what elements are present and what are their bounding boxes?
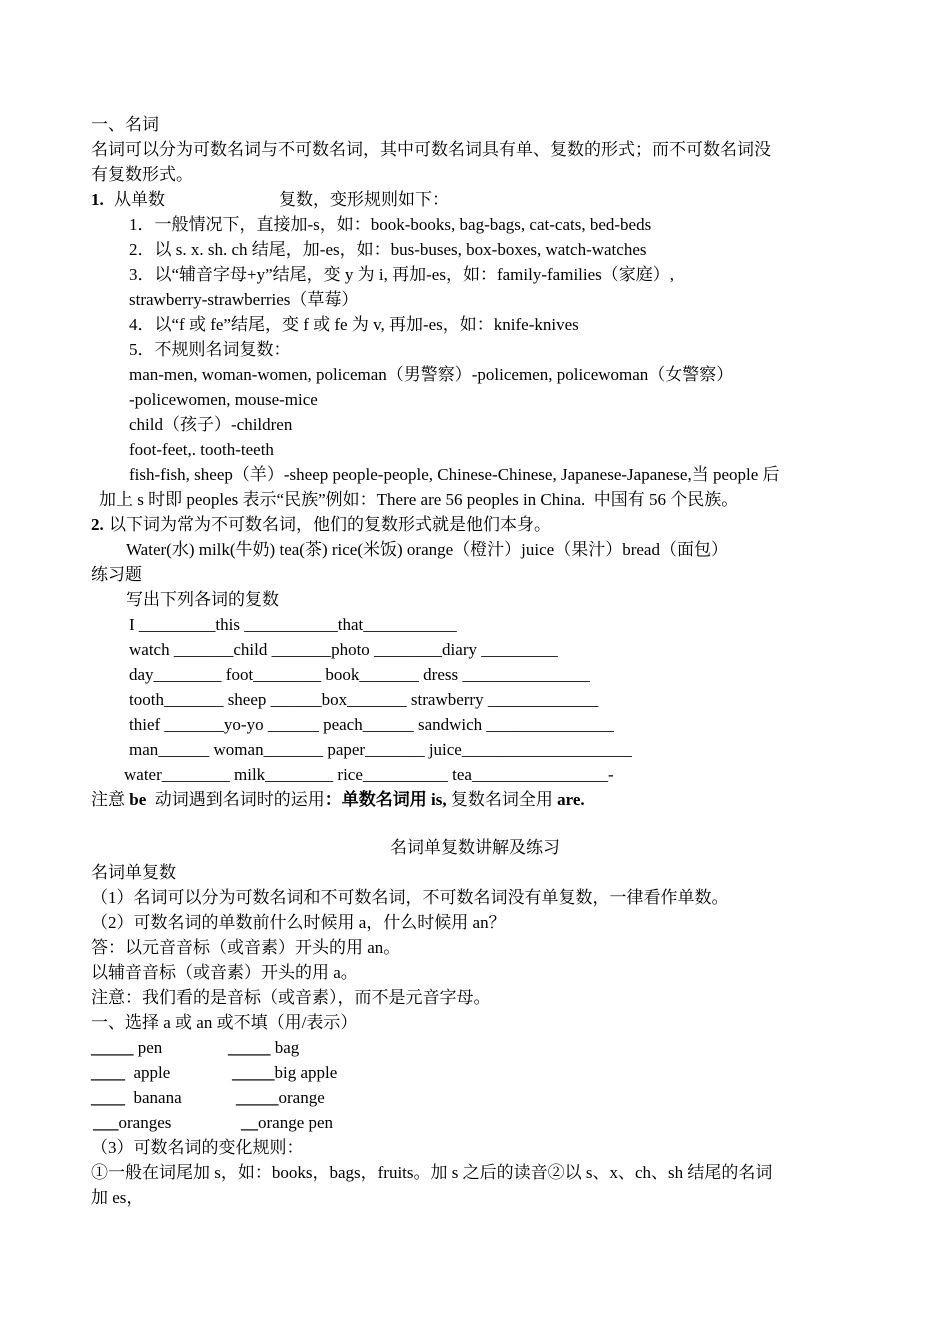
irregular-line1: man-men, woman-women, policeman（男警察）-policemen, policewoman（女警察） bbox=[129, 365, 734, 384]
be-verb-note bbox=[91, 789, 585, 811]
note-part-c: ：单数名词用 bbox=[324, 790, 431, 809]
rule-item-2: 2．以 s. x. sh. ch 结尾，加-es，如：bus-buses, box-boxes, watch-watches bbox=[129, 240, 647, 259]
center-title: 名词单复数讲解及练习 bbox=[390, 838, 560, 857]
rule-item-3b: strawberry-strawberries（草莓） bbox=[129, 290, 359, 309]
exercise-row: tooth_______ sheep ______box_______ strawberry _____________ bbox=[129, 690, 599, 709]
rule-item-5: 5．不规则名词复数： bbox=[129, 340, 291, 359]
word: apple bbox=[125, 1063, 171, 1082]
exercise-row: thief _______yo-yo ______ peach______ sandwich _______________ bbox=[129, 715, 614, 734]
choice-item bbox=[91, 1062, 170, 1084]
choice-item bbox=[236, 1087, 325, 1109]
explain-p6: （3）可数名词的变化规则： bbox=[91, 1138, 304, 1157]
explain-p4: 以辅音音标（或音素）开头的用 a。 bbox=[91, 963, 358, 982]
uncountable-list: Water(水) milk(牛奶) tea(茶) rice(米饭) orange（橙汁）juice（果汁）bread（面包） bbox=[126, 540, 728, 559]
choice-item bbox=[241, 1112, 333, 1134]
word: big apple bbox=[274, 1063, 338, 1082]
word: oranges bbox=[118, 1113, 172, 1132]
irregular-line5: fish-fish, sheep（羊）-sheep people-people, Chinese-Chinese, Japanese-Japanese,当 people 后 bbox=[129, 465, 780, 484]
choice-item bbox=[91, 1087, 182, 1109]
note-part-d: 复数名词全用 bbox=[446, 790, 558, 809]
intro-text-line2: 有复数形式。 bbox=[91, 165, 193, 184]
blank: _____ bbox=[91, 1038, 134, 1057]
rule2-text: 以下词为常为不可数名词，他们的复数形式就是他们本身。 bbox=[109, 515, 551, 534]
blank: _____ bbox=[236, 1088, 279, 1107]
blank: _____ bbox=[232, 1063, 275, 1082]
exercise-row: water________ milk________ rice__________ tea________________- bbox=[124, 765, 614, 784]
exercise-row: day________ foot________ book_______ dress _______________ bbox=[129, 665, 590, 684]
irregular-line4: foot-feet,. tooth-teeth bbox=[129, 440, 274, 459]
note-is: is, bbox=[431, 790, 447, 809]
section-heading-nouns: 一、名词 bbox=[91, 115, 159, 134]
note-part-a: 注意 bbox=[91, 790, 130, 809]
rule-item-1: 1．一般情况下，直接加-s，如：book-books, bag-bags, cat-cats, bed-beds bbox=[129, 215, 652, 234]
explain-p3: 答：以元音音标（或音素）开头的用 an。 bbox=[91, 938, 401, 957]
explain-p7: ①一般在词尾加 s，如：books，bags，fruits。加 s 之后的读音②以 s、x、ch、sh 结尾的名词 bbox=[91, 1163, 773, 1182]
choice-item bbox=[232, 1062, 337, 1084]
blank: ___ bbox=[93, 1113, 119, 1132]
rule1-text-a: 从单数 bbox=[114, 190, 165, 209]
irregular-line3: child（孩子）-children bbox=[129, 415, 293, 434]
note-are: are. bbox=[557, 790, 585, 809]
note-part-b: 动词遇到名词时的运用 bbox=[146, 790, 325, 809]
blank: ____ bbox=[91, 1088, 125, 1107]
blank: ____ bbox=[91, 1063, 125, 1082]
choice-item bbox=[91, 1037, 162, 1059]
word: pen bbox=[133, 1038, 163, 1057]
note-be: be bbox=[129, 790, 147, 809]
subtitle: 名词单复数 bbox=[91, 863, 176, 882]
rule1-number: 1. bbox=[91, 190, 104, 209]
word: bag bbox=[270, 1038, 300, 1057]
explain-p1: （1）名词可以分为可数名词和不可数名词，不可数名词没有单复数，一律看作单数。 bbox=[91, 888, 729, 907]
choice-item bbox=[228, 1037, 299, 1059]
explain-p2: （2）可数名词的单数前什么时候用 a，什么时候用 an？ bbox=[91, 913, 506, 932]
exercise-title: 练习题 bbox=[91, 565, 142, 584]
intro-text-line1: 名词可以分为可数名词与不可数名词，其中可数名词具有单、复数的形式；而不可数名词没 bbox=[91, 140, 771, 159]
rule-item-3a: 3．以“辅音字母+y”结尾，变 y 为 i, 再加-es，如：family-families（家庭）, bbox=[129, 265, 675, 284]
word: orange bbox=[278, 1088, 325, 1107]
exercise-instruction: 写出下列各词的复数 bbox=[126, 590, 279, 609]
blank: __ bbox=[241, 1113, 258, 1132]
choice-item bbox=[93, 1112, 171, 1134]
explain-p8: 加 es， bbox=[91, 1188, 144, 1207]
exercise-row: man______ woman_______ paper_______ juice____________________ bbox=[129, 740, 632, 759]
blank: _____ bbox=[228, 1038, 271, 1057]
rule2-number: 2. bbox=[91, 515, 104, 534]
word: orange pen bbox=[258, 1113, 334, 1132]
exercise-row: watch _______child _______photo ________diary _________ bbox=[129, 640, 558, 659]
word: banana bbox=[125, 1088, 182, 1107]
rule1-text-b: 复数，变形规则如下： bbox=[279, 190, 449, 209]
rule-item-4: 4．以“f 或 fe”结尾，变 f 或 fe 为 v, 再加-es，如：knife-knives bbox=[129, 315, 579, 334]
exercise-heading-a-an: 一、选择 a 或 an 或不填（用/表示） bbox=[91, 1013, 358, 1032]
explain-p5: 注意：我们看的是音标（或音素），而不是元音字母。 bbox=[91, 988, 491, 1007]
exercise-row: I _________this ___________that___________ bbox=[129, 615, 457, 634]
irregular-line2: -policewomen, mouse-mice bbox=[129, 390, 318, 409]
irregular-line6: 加上 s 时即 peoples 表示“民族”例如：There are 56 peoples in China. 中国有 56 个民族。 bbox=[99, 490, 739, 509]
